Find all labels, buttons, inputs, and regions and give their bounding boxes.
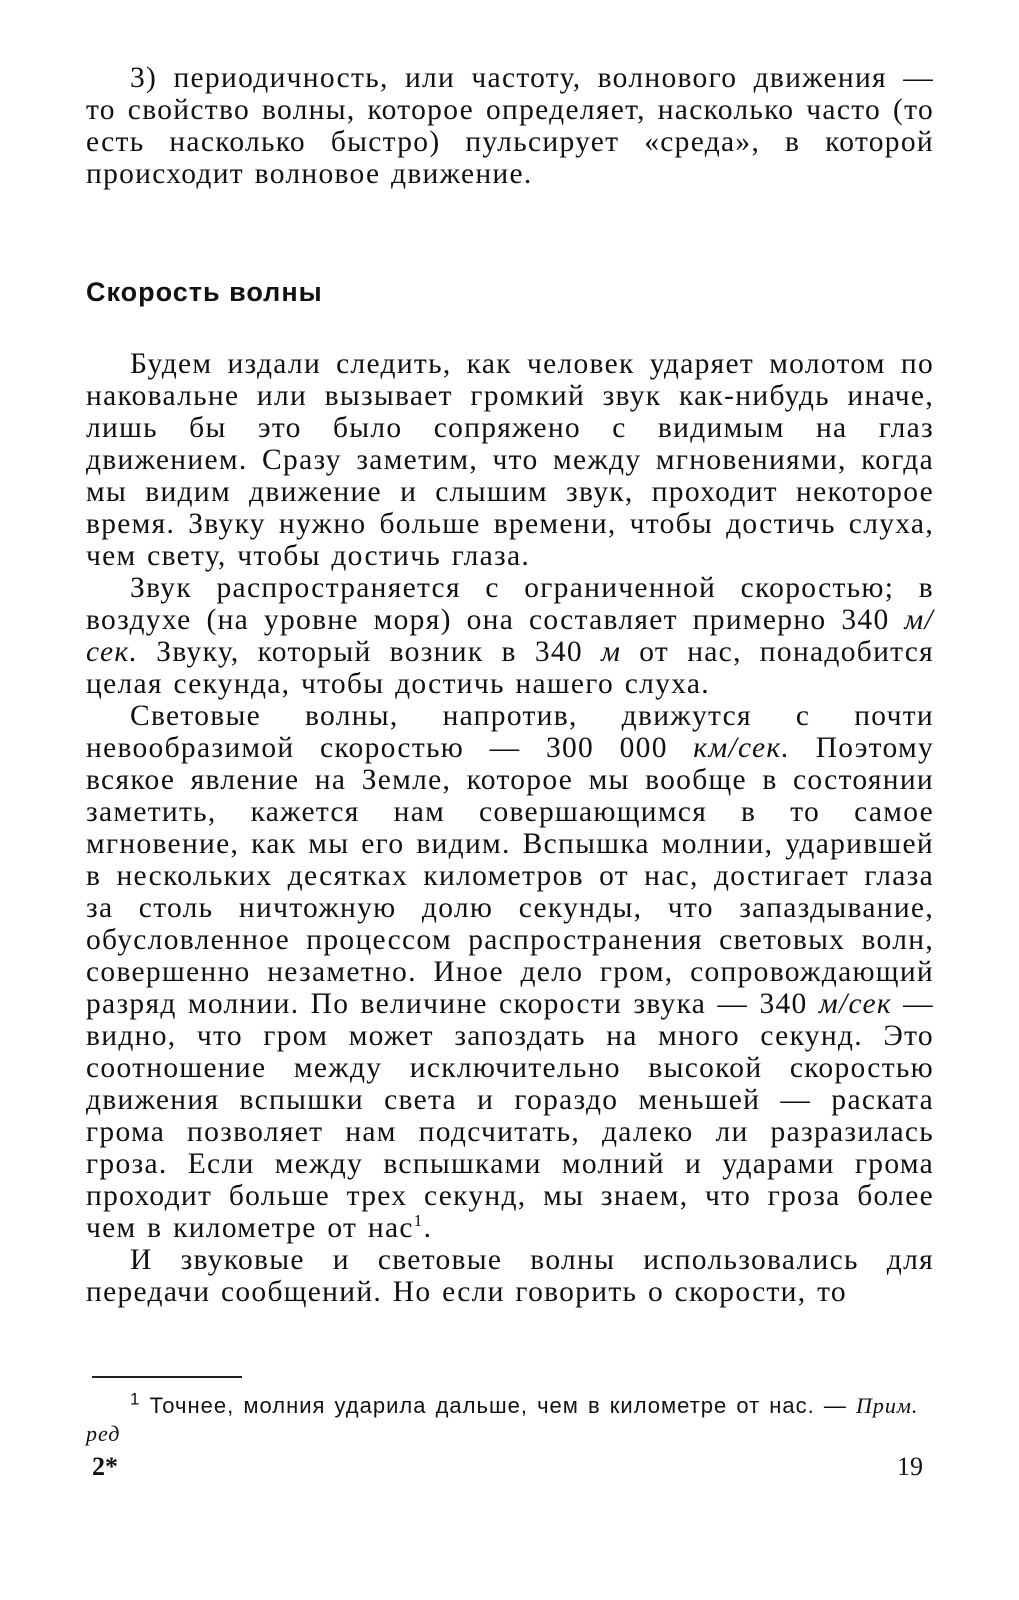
paragraph-3-text-b: Поэтому всякое явление на Земле, которое мы вообще в состоянии заметить, кажется нам совершающимся в то самое мгновение, как мы его видим. Вспышка молнии, ударившей в нескольких десятках километров от нас, достигает глаза за столь ничтожную долю секунды, что запаздывание, обусловленное процессом распространения световых волн, совершенно незаметно. Иное дело гром, сопровождающий разряд молнии. По величине скорости звука — 340	[86, 732, 934, 1020]
page-body	[86, 62, 934, 1448]
paragraph-3	[86, 700, 934, 1244]
paragraph-2-text-a: Звук распространяется с ограниченной скоростью; в воздухе (на уровне моря) она составляет примерно 340	[86, 572, 934, 636]
paragraph-3-text-c: — видно, что гром может запоздать на много секунд. Это соотношение между исключительно высокой скоростью движения вспышки света и гораздо меньшей — раската грома позволяет нам подсчитать, далеко ли разразилась гроза. Если между вспышками молний и ударами грома проходит больше трех секунд, мы знаем, что гроза более чем в километре от нас	[86, 988, 934, 1244]
unit-meter: м	[601, 636, 622, 668]
paragraph-2-text-b: Звуку, который возник в 340	[138, 636, 602, 668]
paragraph-4: И звуковые и световые волны использовались для передачи сообщений. Но если говорить о скорости, то	[86, 1244, 934, 1308]
footnote-editor-note: Прим. ред	[86, 1393, 919, 1446]
footnote-divider	[92, 1376, 242, 1378]
unit-km-speed: км/сек.	[693, 732, 791, 764]
paragraph-2-text-c: от нас, понадобится целая секунда, чтобы достичь нашего слуха.	[86, 636, 934, 700]
paragraph-3-text-d: .	[423, 1212, 433, 1244]
signature-mark: 2*	[92, 1452, 118, 1481]
footnote-reference[interactable]: 1	[413, 1211, 424, 1231]
paragraph-1: Будем издали следить, как человек ударяет молотом по наковальне или вызывает громкий звук как-нибудь иначе, лишь бы это было сопряжено с видимым на глаз движением. Сразу заметим, что между мгновениями, когда мы видим движение и слышим звук, проходит некоторое время. Звуку нужно больше времени, чтобы достичь слуха, чем свету, чтобы достичь глаза.	[86, 348, 934, 572]
footnote	[86, 1389, 934, 1448]
paragraph-3-text-a: Световые волны, напротив, движутся с почти невообразимой скоростью — 300 000	[86, 700, 934, 764]
footnote-marker: 1	[130, 1389, 141, 1409]
page-number: 19	[897, 1452, 923, 1481]
footnote-text: Точнее, молния ударила дальше, чем в километре от нас. —	[140, 1393, 856, 1418]
paragraph-2	[86, 572, 934, 700]
intro-paragraph: 3) периодичность, или частоту, волнового движения — то свойство волны, которое определяет, насколько часто (то есть насколько быстро) пульсирует «среда», в которой происходит волновое движение.	[86, 62, 934, 190]
unit-speed: м/сек.	[86, 604, 934, 668]
unit-m-speed: м/сек	[818, 988, 892, 1020]
section-title: Скорость волны	[86, 277, 323, 307]
